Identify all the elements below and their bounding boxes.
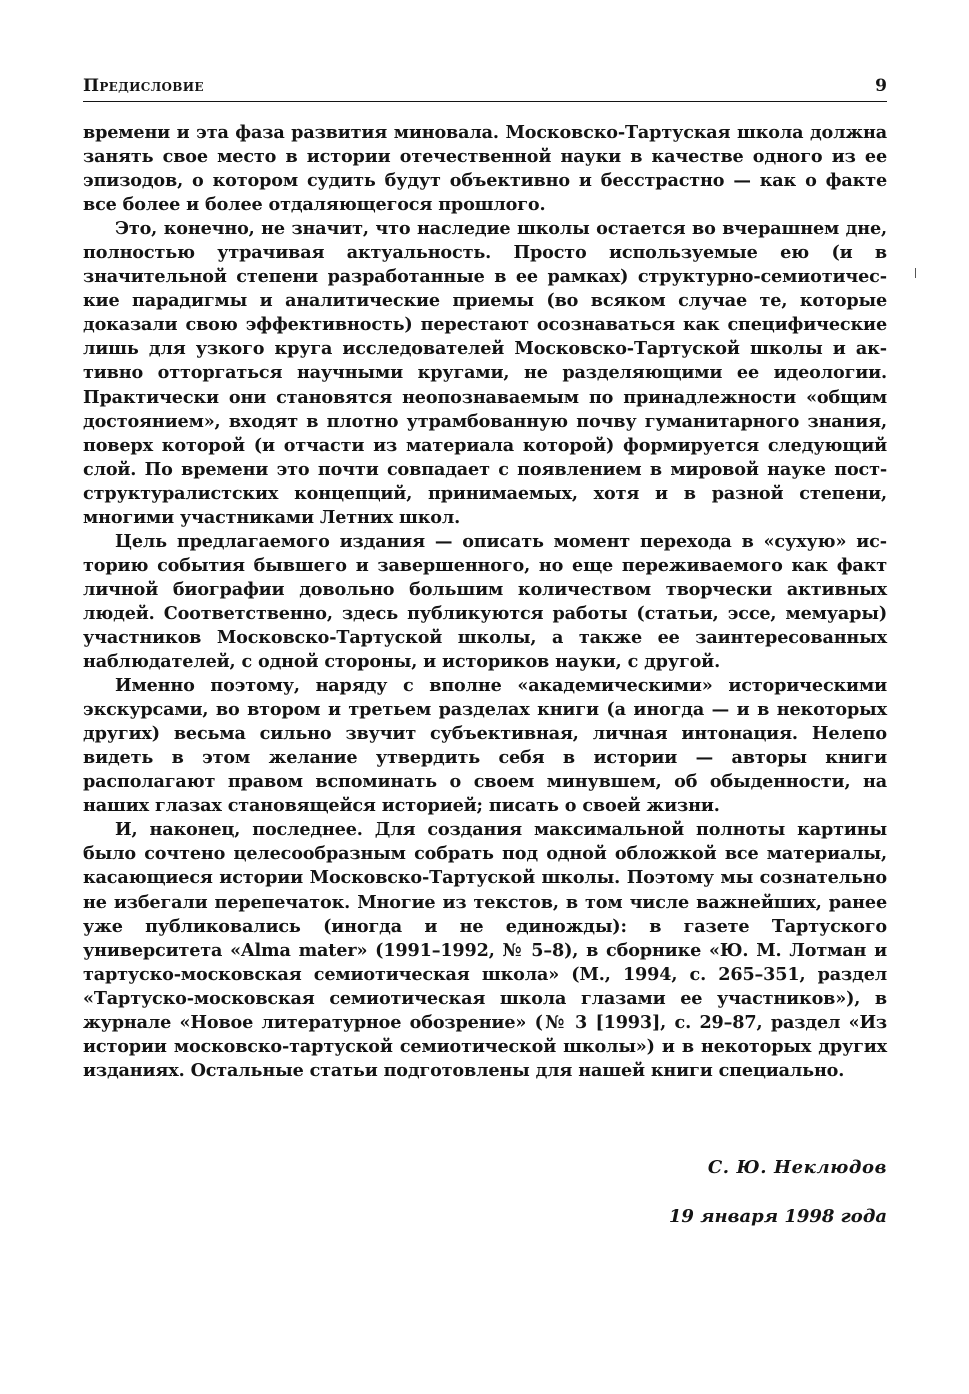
body-text — [83, 121, 887, 1083]
author-signature: С. Ю. Неклюдов — [707, 1157, 887, 1178]
paragraph: Цель предлагаемого издания — описать момент перехода в «сухую» историю события бывшего и завершенного, но еще переживаемого как факт личной биографии довольно большим количеством творчески активных людей. Соответственно, здесь публикуются работы (статьи, эссе, мемуары) участников Московско-Тартуской школы, а также ее заинтересованных наблюдателей, с одной стороны, и историков науки, с другой. — [83, 530, 887, 673]
running-head — [83, 72, 887, 102]
signature-date: 19 января 1998 года — [668, 1206, 887, 1227]
section-title: Предисловие — [83, 76, 204, 96]
margin-mark — [915, 268, 916, 278]
page-number: 9 — [875, 76, 887, 96]
paragraph: И, наконец, последнее. Для создания максимальной полноты картины было сочтено целесообразным собрать под одной обложкой все материалы, касающиеся истории Московско-Тартуской школы. Поэтому мы сознательно не избегали перепечаток. Многие из текстов, в том числе важнейших, ранее уже публиковались (иногда и не единожды): в газете Тартуского университета «Alma mater» (1991–1992, № 5–8), в сборнике «Ю. М. Лотман и тартуско-московская семиотическая школа» (М., 1994, с. 265–351, раздел «Тартуско-московская семиотическая школа глазами ее участников»), в журнале «Новое литературное обозрение» (№ 3 [1993], с. 29–87, раздел «Из истории московско-тартуской семиотической школы») и в некоторых других изданиях. Остальные статьи подготовлены для нашей книги специально. — [83, 819, 887, 1081]
paragraph: Это, конечно, не значит, что наследие школы остается во вчерашнем дне, полностью утрачивая актуальность. Просто используемые ею (и в значительной степени разработанные в ее рамках) структурно-семиотические парадигмы и аналитические приемы (во всяком случае те, которые доказали свою эффективность) перестают осознаваться как специфические лишь для узкого круга исследователей Московско-Тартуской школы и активно отторгаться научными кругами, не разделяющими ее идеологии. Практически они становятся неопознаваемым по принадлежности «общим достоянием», входят в плотно утрамбованную почву гуманитарного знания, поверх которой (и отчасти из материала которой) формируется следующий слой. По времени это почти совпадает с появлением в мировой науке пост-структуралистских концепций, принимаемых, хотя и в разной степени, многими участниками Летних школ. — [83, 218, 887, 528]
paragraph: Именно поэтому, наряду с вполне «академическими» историческими экскурсами, во втором и третьем разделах книги (а иногда — и в некоторых других) весьма сильно звучит субъективная, личная интонация. Нелепо видеть в этом желание утвердить себя в истории — авторы книги располагают правом вспоминать о своем минувшем, об обыденности, на наших глазах становящейся историей; писать о своей жизни. — [83, 675, 887, 817]
paragraph-continuation: времени и эта фаза развития миновала. Московско-Тартуская школа должна занять свое место в истории отечественной науки в качестве одного из ее эпизодов, о котором судить будут объективно и бесстрастно — как о факте все более и более отдаляющегося прошлого. — [83, 122, 887, 216]
header-rule — [83, 101, 887, 102]
